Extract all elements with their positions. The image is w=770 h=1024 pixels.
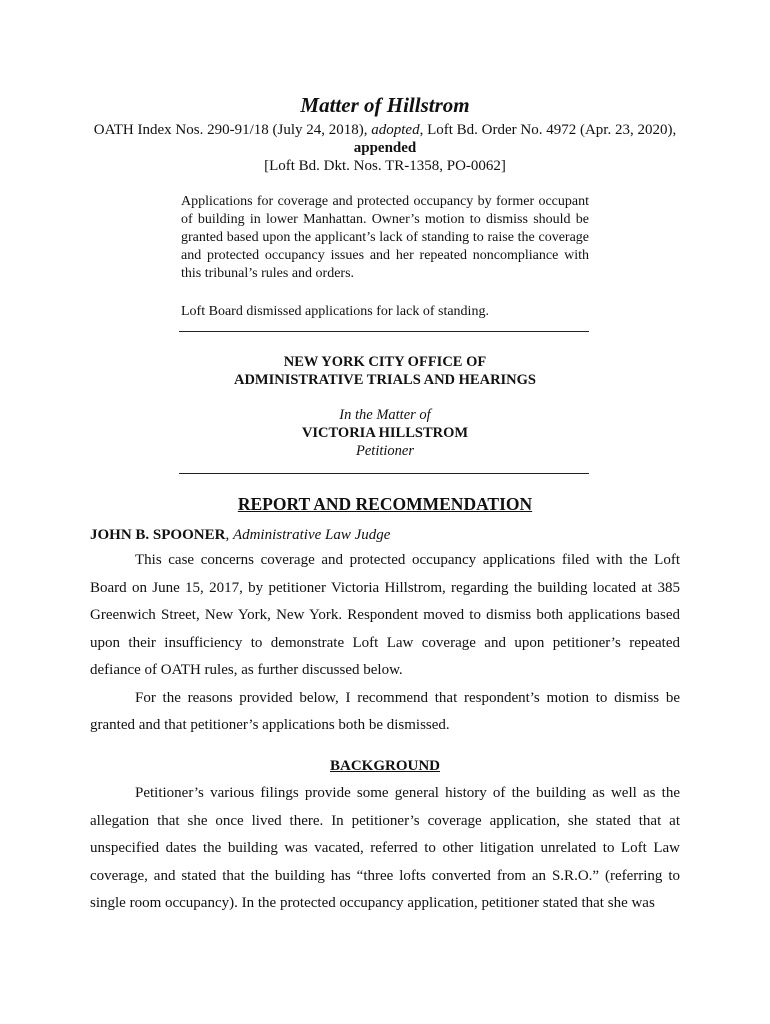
body-paragraph: For the reasons provided below, I recommend that respondent’s motion to dismiss be granted and that petitioner’s applications both be dismissed.	[90, 689, 680, 733]
divider-line	[179, 331, 589, 332]
body-paragraph: This case concerns coverage and protected occupancy applications filed with the Loft Board on June 15, 2017, by petitioner Victoria Hillstrom, regarding the building located at 385 Greenwich Street, New York, New York. Respondent moved to dismiss both applications based upon their insufficiency to demonstrate Loft Law coverage and upon petitioner’s repeated defiance of OATH rules, as further discussed below.	[90, 552, 680, 678]
background-body	[90, 780, 680, 918]
caption-role: Petitioner	[356, 443, 414, 459]
summary-block	[181, 193, 589, 321]
office-name-line2: ADMINISTRATIVE TRIALS AND HEARINGS	[233, 372, 536, 388]
report-body	[90, 547, 680, 740]
judge-title: Administrative Law Judge	[232, 527, 391, 543]
judge-separator: ,	[225, 527, 233, 543]
index-suffix: , Loft Bd. Order No. 4972 (Apr. 23, 2020),	[419, 122, 677, 138]
summary-disposition: Loft Board dismissed applications for lack of standing.	[181, 304, 489, 319]
caption-in-the-matter: In the Matter of	[339, 407, 431, 423]
docket-line: [Loft Bd. Dkt. Nos. TR-1358, PO-0062]	[264, 158, 506, 174]
index-prefix: OATH Index Nos. 290-91/18 (July 24, 2018),	[93, 122, 372, 138]
index-adopted: adopted	[371, 122, 420, 138]
judge-name: JOHN B. SPOONER	[90, 527, 226, 543]
appended-label: appended	[353, 140, 417, 156]
background-heading: BACKGROUND	[329, 758, 440, 774]
document-title: Matter of Hillstrom	[300, 93, 470, 117]
report-title: REPORT AND RECOMMENDATION	[237, 494, 533, 514]
oath-index-line	[0, 121, 770, 139]
caption-party: VICTORIA HILLSTROM	[301, 425, 469, 441]
judge-line	[90, 527, 390, 544]
divider-line	[179, 473, 589, 474]
body-paragraph: Petitioner’s various filings provide some general history of the building as well as the allegation that she once lived there. In petitioner’s coverage application, she stated that at unspecified dates the building was vacated, referred to other litigation unrelated to Loft Law coverage, and stated that the building has “three lofts converted from an S.R.O.” (referring to single room occupancy). In the protected occupancy application, petitioner stated that she was	[90, 785, 680, 911]
summary-paragraph: Applications for coverage and protected occupancy by former occupant of building in lower Manhattan. Owner’s motion to dismiss should be granted based upon the applicant’s lack of standing to raise the coverage and protected occupancy issues and her repeated noncompliance with this tribunal’s rules and orders.	[181, 194, 589, 281]
office-name-line1: NEW YORK CITY OFFICE OF	[283, 354, 487, 370]
